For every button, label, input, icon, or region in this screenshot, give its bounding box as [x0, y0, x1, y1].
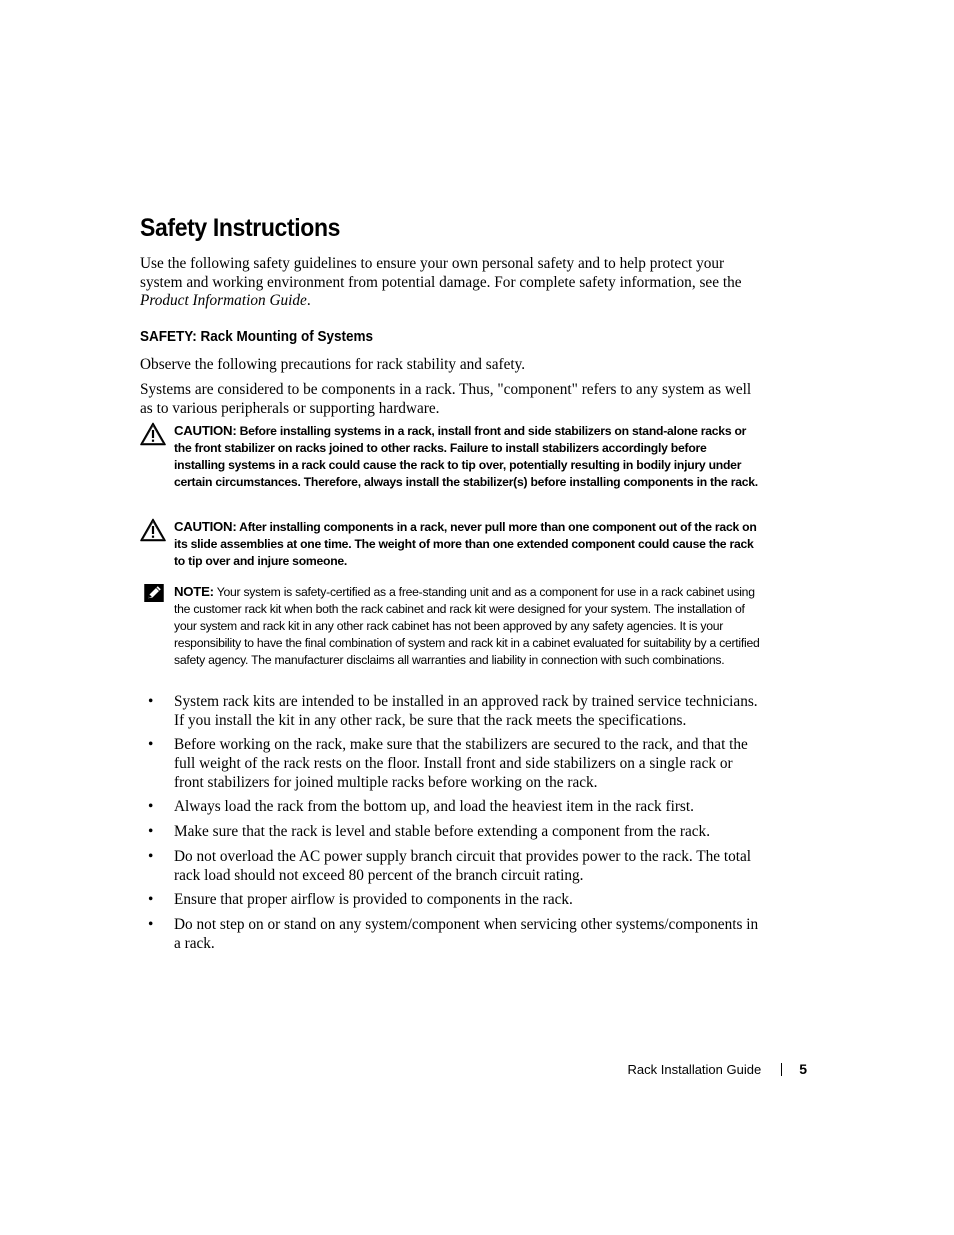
- caution-body-1: Before installing systems in a rack, install front and side stabilizers on stand-alone racks or the front stabilizer on racks joined to other racks. Failure to install stabilizers accordingly before installing systems in a rack could cause the rack to tip over, potentially resulting in bodily injury under certain circumstances. Therefore, always install the stabilizer(s) before installing components in the rack.: [174, 424, 758, 489]
- list-item: [140, 848, 760, 885]
- page-title: Safety Instructions: [140, 214, 341, 242]
- intro-text: Use the following safety guidelines to ensure your own personal safety and to help protect your system and working environment from potential damage. For complete safety information, see the: [140, 255, 742, 291]
- bullet-icon: •: [148, 891, 154, 909]
- intro-paragraph: [140, 255, 760, 311]
- list-item: [140, 916, 760, 953]
- footer-divider: [781, 1063, 782, 1076]
- list-item-text: Do not overload the AC power supply branch circuit that provides power to the rack. The total rack load should not exceed 80 percent of the branch circuit rating.: [174, 847, 752, 884]
- caution-triangle-icon: [140, 518, 166, 542]
- list-item-text: System rack kits are intended to be installed in an approved rack by trained service technicians. If you install the kit in any other rack, be sure that the rack meets the specifications.: [174, 693, 758, 729]
- caution-notice-2: [140, 518, 760, 570]
- note-text: [174, 583, 760, 669]
- list-item-text: Make sure that the rack is level and stable before extending a component from the rack.: [174, 823, 711, 841]
- note-label: NOTE:: [174, 584, 214, 599]
- section-paragraph-1: Observe the following precautions for rack stability and safety.: [140, 356, 526, 373]
- caution-triangle-icon: [140, 422, 166, 446]
- list-item: [140, 823, 760, 842]
- bullet-icon: •: [148, 847, 154, 865]
- list-item: [140, 891, 760, 910]
- section-paragraph-2: Systems are considered to be components in a rack. Thus, "component" refers to any system as well as to various peripherals or supporting hardware.: [140, 381, 752, 417]
- page-number: 5: [799, 1061, 807, 1077]
- page-footer: [628, 1061, 807, 1077]
- precautions-list: [140, 693, 760, 959]
- caution-text-1: [174, 422, 760, 491]
- list-item-text: Always load the rack from the bottom up, and load the heaviest item in the rack first.: [174, 798, 694, 816]
- list-item: [140, 798, 760, 817]
- bullet-icon: •: [148, 693, 154, 710]
- caution-text-2: [174, 518, 760, 570]
- note-pencil-icon: [144, 584, 164, 602]
- bullet-icon: •: [148, 736, 154, 754]
- list-item: [140, 736, 760, 792]
- intro-guide-reference: Product Information Guide: [140, 292, 307, 310]
- list-item-text: Ensure that proper airflow is provided to components in the rack.: [174, 891, 573, 909]
- bullet-icon: •: [148, 823, 154, 841]
- section-heading: SAFETY: Rack Mounting of Systems: [140, 328, 374, 345]
- caution-label-1: CAUTION:: [174, 423, 237, 438]
- bullet-icon: •: [148, 798, 154, 816]
- list-item-text: Do not step on or stand on any system/component when servicing other systems/components in a rack.: [174, 916, 759, 952]
- bullet-icon: •: [148, 916, 154, 934]
- caution-notice-1: [140, 422, 760, 491]
- list-item-text: Before working on the rack, make sure that the stabilizers are secured to the rack, and that the full weight of the rack rests on the floor. Install front and side stabilizers on a single rack or front stabilizers for joined multiple racks before working on the rack.: [174, 736, 748, 791]
- footer-guide-name: Rack Installation Guide: [627, 1061, 762, 1077]
- note-body: Your system is safety-certified as a free-standing unit and as a component for use in a rack cabinet using the customer rack kit when both the rack cabinet and rack kit were designed for your system. The installation of your system and rack kit in any other rack cabinet has not been approved by any safety agencies. It is your responsibility to have the final combination of system and rack kit in a cabinet evaluated for suitability by a certified safety agency. The manufacturer disclaims all warranties and liability in connection with such combinations.: [174, 585, 760, 667]
- intro-end: .: [306, 292, 311, 310]
- caution-label-2: CAUTION:: [174, 519, 237, 534]
- note-notice: [140, 583, 760, 669]
- list-item: [140, 693, 760, 730]
- caution-body-2: After installing components in a rack, never pull more than one component out of the rack on its slide assemblies at one time. The weight of more than one extended component could cause the rack to tip over and injure someone.: [174, 520, 757, 568]
